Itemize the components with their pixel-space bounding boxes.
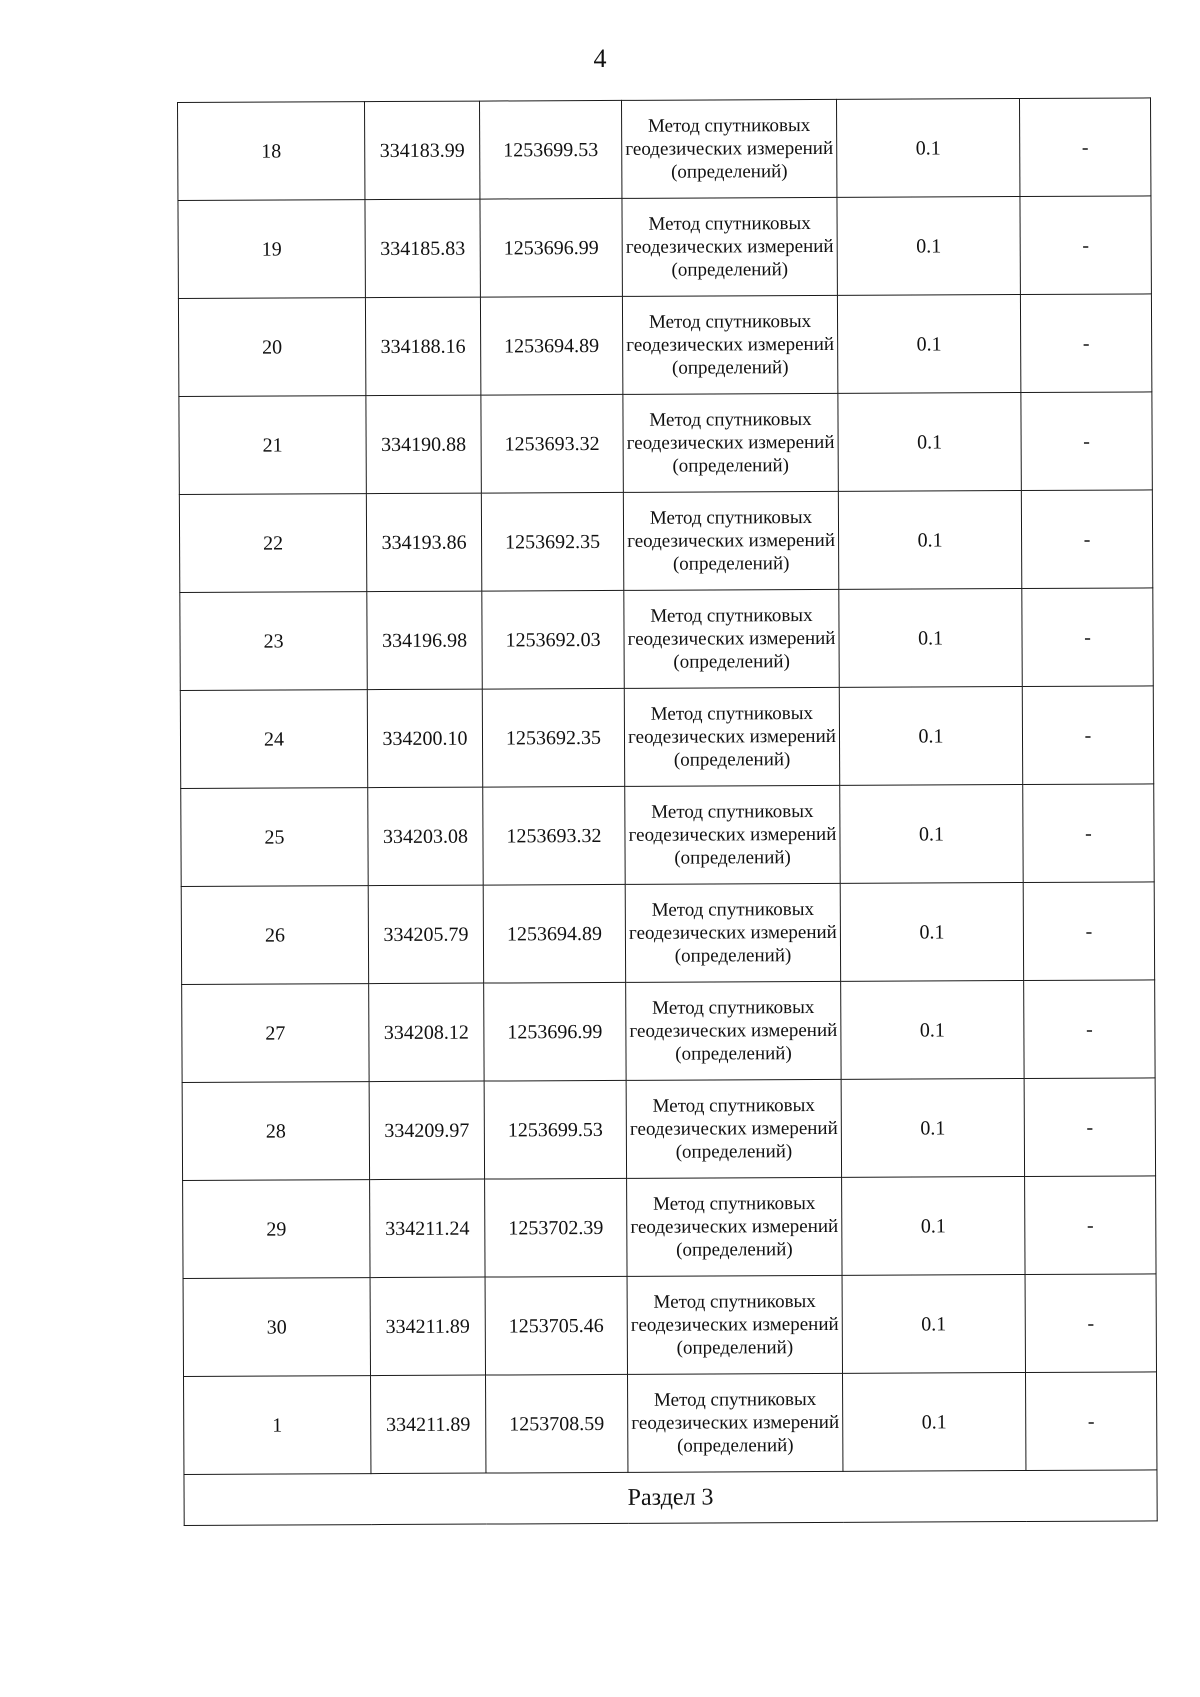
- y-coordinate-cell: 1253694.89: [480, 296, 622, 395]
- method-cell: Метод спутниковых геодезических измерений (определений): [623, 393, 838, 492]
- table-row: [179, 490, 1152, 593]
- point-number-cell: 1: [184, 1376, 371, 1475]
- description-cell: -: [1019, 98, 1150, 197]
- table-row: [178, 98, 1151, 201]
- x-coordinate-cell: 334205.79: [368, 885, 483, 984]
- method-cell: Метод спутниковых геодезических измерений (определений): [622, 295, 837, 394]
- accuracy-cell: 0.1: [841, 1079, 1024, 1178]
- accuracy-cell: 0.1: [837, 197, 1020, 296]
- table-row: [180, 588, 1153, 691]
- method-cell: Метод спутниковых геодезических измерений (определений): [626, 981, 841, 1080]
- method-cell: Метод спутниковых геодезических измерений (определений): [627, 1275, 842, 1374]
- description-cell: -: [1025, 1176, 1156, 1275]
- description-cell: -: [1023, 882, 1154, 981]
- description-cell: -: [1024, 1078, 1155, 1177]
- x-coordinate-cell: 334200.10: [367, 689, 482, 788]
- accuracy-cell: 0.1: [841, 981, 1024, 1080]
- table-row: [178, 294, 1151, 397]
- point-number-cell: 26: [181, 886, 368, 985]
- y-coordinate-cell: 1253705.46: [485, 1276, 627, 1375]
- x-coordinate-cell: 334196.98: [367, 591, 482, 690]
- point-number-cell: 20: [178, 298, 365, 397]
- table-row: [180, 686, 1153, 789]
- table-row: [182, 980, 1155, 1083]
- table-body: [178, 98, 1158, 1526]
- accuracy-cell: 0.1: [838, 491, 1021, 590]
- x-coordinate-cell: 334190.88: [366, 395, 481, 494]
- page-number: 4: [593, 44, 607, 73]
- y-coordinate-cell: 1253699.53: [479, 100, 621, 199]
- point-number-cell: 29: [183, 1180, 370, 1279]
- description-cell: -: [1021, 392, 1152, 491]
- section-row: [184, 1470, 1157, 1526]
- point-number-cell: 27: [182, 984, 369, 1083]
- y-coordinate-cell: 1253696.99: [484, 982, 626, 1081]
- method-cell: Метод спутниковых геодезических измерений (определений): [627, 1177, 842, 1276]
- method-cell: Метод спутниковых геодезических измерений (определений): [628, 1373, 843, 1472]
- y-coordinate-cell: 1253708.59: [486, 1374, 628, 1473]
- table-row: [178, 196, 1151, 299]
- x-coordinate-cell: 334208.12: [369, 983, 484, 1082]
- y-coordinate-cell: 1253692.03: [482, 590, 624, 689]
- method-cell: Метод спутниковых геодезических измерений (определений): [622, 197, 837, 296]
- method-cell: Метод спутниковых геодезических измерений (определений): [626, 1079, 841, 1178]
- table-row: [183, 1176, 1156, 1279]
- x-coordinate-cell: 334185.83: [365, 199, 480, 298]
- point-number-cell: 21: [179, 396, 366, 495]
- x-coordinate-cell: 334188.16: [365, 297, 480, 396]
- description-cell: -: [1022, 686, 1153, 785]
- description-cell: -: [1025, 1274, 1156, 1373]
- method-cell: Метод спутниковых геодезических измерений (определений): [624, 687, 839, 786]
- table-row: [179, 392, 1152, 495]
- y-coordinate-cell: 1253692.35: [482, 688, 624, 787]
- description-cell: -: [1020, 196, 1151, 295]
- table-row: [183, 1274, 1156, 1377]
- x-coordinate-cell: 334193.86: [366, 493, 481, 592]
- x-coordinate-cell: 334211.89: [370, 1277, 485, 1376]
- accuracy-cell: 0.1: [839, 589, 1022, 688]
- y-coordinate-cell: 1253694.89: [483, 884, 625, 983]
- accuracy-cell: 0.1: [840, 785, 1023, 884]
- y-coordinate-cell: 1253693.32: [481, 394, 623, 493]
- method-cell: Метод спутниковых геодезических измерений (определений): [621, 99, 836, 198]
- description-cell: -: [1020, 294, 1151, 393]
- accuracy-cell: 0.1: [838, 393, 1021, 492]
- y-coordinate-cell: 1253696.99: [480, 198, 622, 297]
- y-coordinate-cell: 1253693.32: [483, 786, 625, 885]
- y-coordinate-cell: 1253702.39: [485, 1178, 627, 1277]
- accuracy-cell: 0.1: [837, 295, 1020, 394]
- x-coordinate-cell: 334211.89: [371, 1375, 486, 1474]
- accuracy-cell: 0.1: [840, 883, 1023, 982]
- table-row: [181, 784, 1154, 887]
- point-number-cell: 30: [183, 1278, 370, 1377]
- section-title: Раздел 3: [184, 1470, 1157, 1526]
- point-number-cell: 18: [178, 102, 365, 201]
- table-row: [184, 1372, 1157, 1475]
- description-cell: -: [1024, 980, 1155, 1079]
- description-cell: -: [1022, 588, 1153, 687]
- point-number-cell: 22: [179, 494, 366, 593]
- coordinates-table: [177, 97, 1158, 1526]
- description-cell: -: [1021, 490, 1152, 589]
- method-cell: Метод спутниковых геодезических измерений (определений): [625, 883, 840, 982]
- method-cell: Метод спутниковых геодезических измерений (определений): [623, 491, 838, 590]
- method-cell: Метод спутниковых геодезических измерений (определений): [625, 785, 840, 884]
- x-coordinate-cell: 334211.24: [370, 1179, 485, 1278]
- y-coordinate-cell: 1253699.53: [484, 1080, 626, 1179]
- table-row: [182, 1078, 1155, 1181]
- method-cell: Метод спутниковых геодезических измерений (определений): [624, 589, 839, 688]
- point-number-cell: 24: [180, 690, 367, 789]
- point-number-cell: 19: [178, 200, 365, 299]
- accuracy-cell: 0.1: [842, 1177, 1025, 1276]
- x-coordinate-cell: 334209.97: [369, 1081, 484, 1180]
- description-cell: -: [1025, 1372, 1156, 1471]
- x-coordinate-cell: 334203.08: [368, 787, 483, 886]
- description-cell: -: [1023, 784, 1154, 883]
- x-coordinate-cell: 334183.99: [365, 101, 480, 200]
- accuracy-cell: 0.1: [839, 687, 1022, 786]
- accuracy-cell: 0.1: [842, 1373, 1025, 1472]
- point-number-cell: 25: [181, 788, 368, 887]
- point-number-cell: 28: [182, 1082, 369, 1181]
- table-row: [181, 882, 1154, 985]
- accuracy-cell: 0.1: [836, 99, 1019, 198]
- accuracy-cell: 0.1: [842, 1275, 1025, 1374]
- y-coordinate-cell: 1253692.35: [481, 492, 623, 591]
- point-number-cell: 23: [180, 592, 367, 691]
